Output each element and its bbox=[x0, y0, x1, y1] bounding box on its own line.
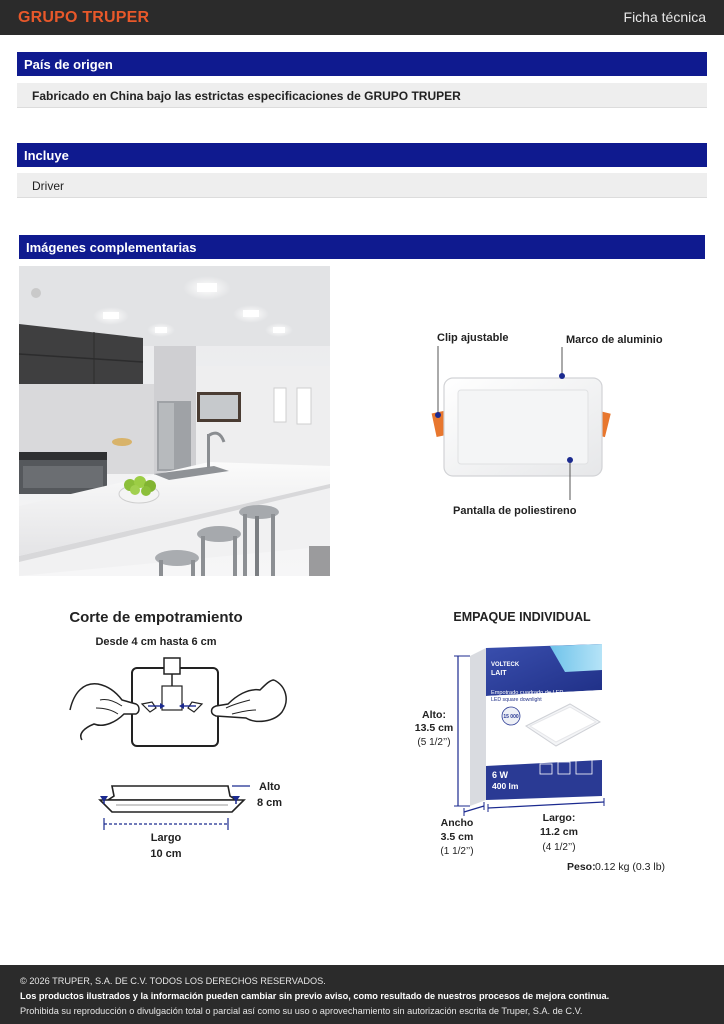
cut-diagram bbox=[60, 600, 310, 870]
section-header-includes: Incluye bbox=[17, 143, 707, 167]
length-label: Largo bbox=[150, 832, 182, 844]
cut-title: Corte de empotramiento bbox=[69, 609, 243, 626]
label-frame: Marco de aluminio bbox=[566, 334, 663, 346]
height-label: Alto bbox=[259, 781, 281, 793]
panel-diagram bbox=[420, 320, 680, 530]
label-clip: Clip ajustable bbox=[437, 332, 509, 344]
box-lumens: 400 lm bbox=[492, 781, 519, 791]
footer-notice: Los productos ilustrados y la información pueden cambiar sin previo aviso, como resultado de nuestros procesos de mejora continua. bbox=[20, 991, 610, 1001]
ancho-label: Ancho bbox=[440, 817, 474, 829]
section-header-origin: País de origen bbox=[17, 52, 707, 76]
label-screen: Pantalla de poliestireno bbox=[453, 505, 577, 517]
box-hours: 15 000 bbox=[503, 714, 519, 720]
alto-in: (5 1/2’’) bbox=[417, 737, 451, 748]
document-type: Ficha técnica bbox=[623, 9, 706, 25]
ancho-cm: 3.5 cm bbox=[440, 831, 474, 843]
largo-cm: 11.2 cm bbox=[540, 826, 578, 838]
alto-label: Alto: bbox=[422, 709, 446, 721]
box-watts: 6 W bbox=[492, 770, 509, 780]
package-diagram bbox=[400, 600, 690, 880]
brand-logo: GRUPO TRUPER bbox=[18, 9, 150, 26]
largo-label: Largo: bbox=[542, 812, 576, 824]
kitchen-photo bbox=[19, 266, 330, 576]
includes-text: Driver bbox=[17, 173, 707, 198]
box-desc-es: Empotrado cuadrado de LED bbox=[491, 690, 564, 696]
largo-in: (4 1/2’’) bbox=[542, 842, 576, 853]
peso-label: Peso: bbox=[567, 861, 596, 873]
ancho-in: (1 1/2’’) bbox=[440, 846, 474, 857]
footer bbox=[0, 965, 724, 1024]
height-value: 8 cm bbox=[257, 797, 283, 809]
box-desc-en: LED square downlight bbox=[491, 697, 542, 703]
box-line: LAIT bbox=[491, 670, 507, 677]
package-title: EMPAQUE INDIVIDUAL bbox=[453, 610, 591, 624]
section-header-images: Imágenes complementarias bbox=[19, 235, 705, 259]
box-brand: VOLTECK bbox=[491, 662, 520, 668]
footer-copyright: © 2026 TRUPER, S.A. DE C.V. TODOS LOS DERECHOS RESERVADOS. bbox=[20, 976, 326, 986]
origin-text: Fabricado en China bajo las estrictas especificaciones de GRUPO TRUPER bbox=[17, 83, 707, 108]
peso-value: 0.12 kg (0.3 lb) bbox=[595, 861, 666, 873]
length-value: 10 cm bbox=[150, 848, 182, 860]
alto-cm: 13.5 cm bbox=[414, 722, 454, 734]
cut-subtitle: Desde 4 cm hasta 6 cm bbox=[95, 636, 217, 648]
top-bar bbox=[0, 0, 724, 35]
footer-prohibition: Prohibida su reproducción o divulgación total o parcial así como su uso o aprovechamiento sin autorización escrita de Truper, S.A. de C.V. bbox=[20, 1006, 583, 1016]
